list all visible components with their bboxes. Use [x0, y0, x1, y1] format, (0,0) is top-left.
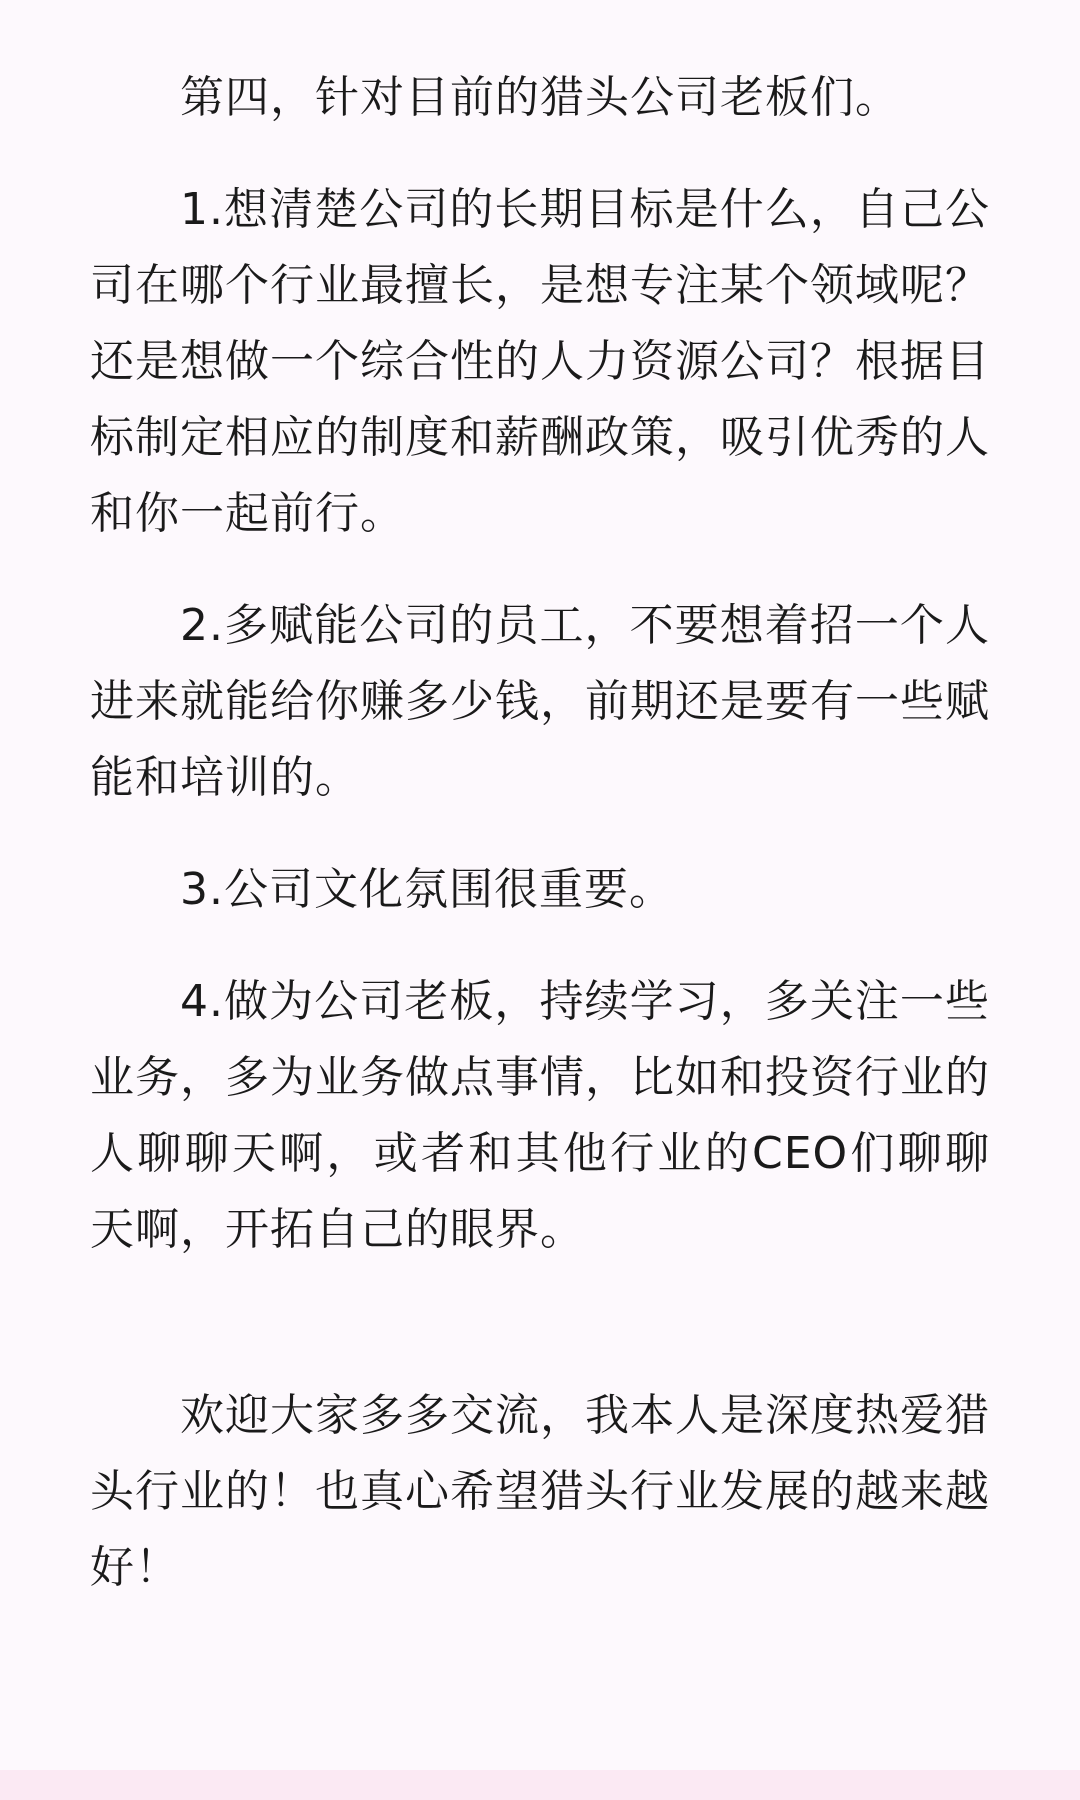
closing-paragraph: 欢迎大家多多交流，我本人是深度热爱猎头行业的！也真心希望猎头行业发展的越来越好！ — [90, 1390, 990, 1593]
paragraph-point-3: 3.公司文化氛围很重要。 — [180, 864, 674, 915]
article-body — [90, 60, 990, 1606]
bottom-divider-band — [0, 1770, 1080, 1800]
section-heading: 第四，针对目前的猎头公司老板们。 — [180, 72, 900, 123]
paragraph-point-4: 4.做为公司老板，持续学习，多关注一些业务，多为业务做点事情，比如和投资行业的人聊聊天啊，或者和其他行业的CEO们聊聊天啊，开拓自己的眼界。 — [90, 976, 990, 1255]
paragraph-point-2: 2.多赋能公司的员工，不要想着招一个人进来就能给你赚多少钱，前期还是要有一些赋能和培训的。 — [90, 600, 990, 803]
paragraph-point-1: 1.想清楚公司的长期目标是什么，自己公司在哪个行业最擅长，是想专注某个领域呢？还是想做一个综合性的人力资源公司？根据目标制定相应的制度和薪酬政策，吸引优秀的人和你一起前行。 — [90, 184, 990, 539]
